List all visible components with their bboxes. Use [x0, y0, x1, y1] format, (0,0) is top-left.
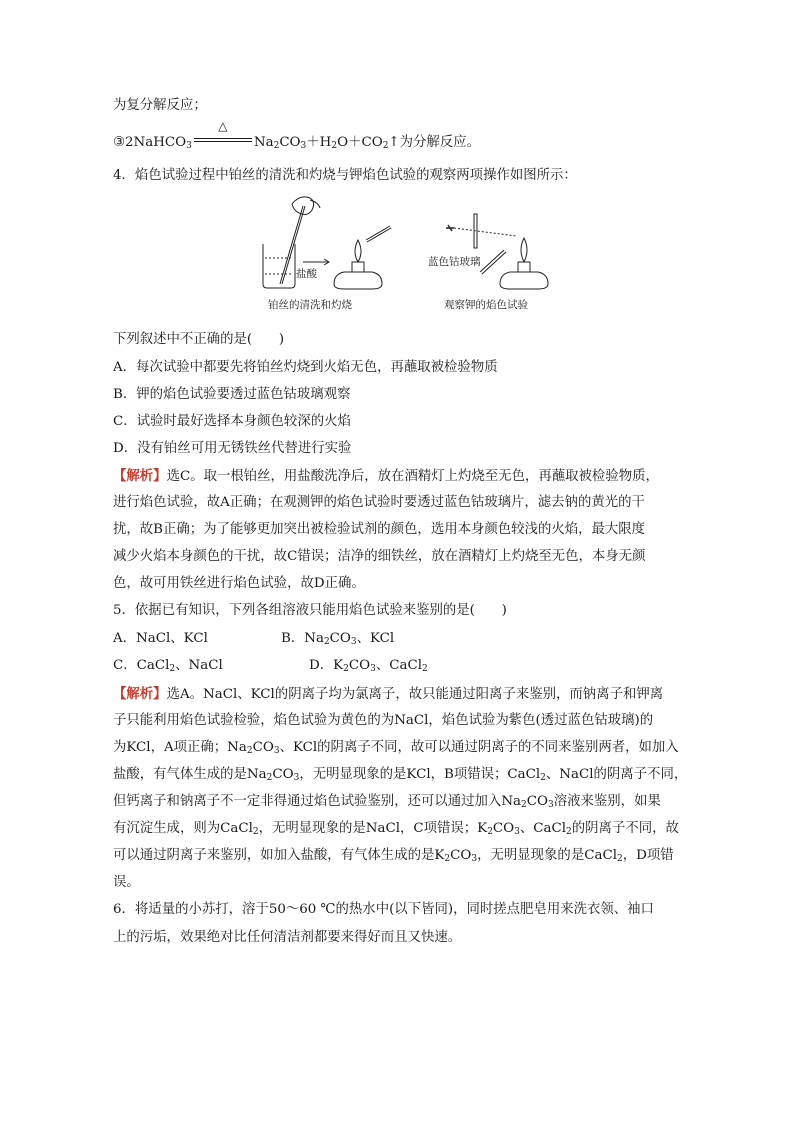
- analysis-4-line: 色，故可用铁丝进行焰色试验，故D正确。: [113, 576, 365, 591]
- option-a: A．每次试验中都要先将铂丝灼烧到火焰无色，再蘸取被检验物质: [113, 360, 498, 375]
- analysis-5-line: 子只能利用焰色试验检验，焰色试验为黄色的为NaCl，焰色试验为紫色(透过蓝色钴玻璃)的: [113, 713, 654, 728]
- option-c: C．CaCl$_2$、NaCl: [113, 658, 223, 674]
- analysis-5-line: 误。: [113, 875, 140, 890]
- option-b: B．钾的焰色试验要透过蓝色钴玻璃观察: [113, 387, 351, 402]
- cobalt-glass-label: 蓝色钴玻璃: [428, 256, 481, 268]
- analysis-tag: 【解析】: [113, 686, 167, 702]
- question-5: 5．依据已有知识，下列各组溶液只能用焰色试验来鉴别的是( ): [113, 603, 507, 618]
- option-a: A．NaCl、KCl: [113, 631, 208, 646]
- analysis-5-line: 可以通过阴离子来鉴别，如加入盐酸，有气体生成的是$K_2CO_3$，无明显现象的是CaCl$_2$，D项错: [113, 848, 674, 864]
- analysis-5-line: 但钙离子和钠离子不一定非得通过焰色试验鉴别，还可以通过加入$Na_2CO_3$溶液来鉴别，如果: [113, 794, 661, 810]
- option-d: D．$K_2CO_3$、CaCl$_2$: [309, 658, 428, 674]
- analysis-5-line: 盐酸，有气体生成的是$Na_2CO_3$，无明显现象的是KCl，B项错误；CaCl$_2$、NaCl的阴离子不同，: [113, 767, 688, 783]
- question-4: 4．焰色试验过程中铂丝的清洗和灼烧与钾焰色试验的观察两项操作如图所示：: [113, 168, 577, 183]
- question-6: 上的污垢，效果绝对比任何清洁剂都要来得好而且又快速。: [113, 930, 462, 945]
- caption-cleaning-and-burning: 铂丝的清洗和灼烧: [268, 299, 352, 311]
- analysis-4-line: 进行焰色试验，故A正确；在观测钾的焰色试验时要透过蓝色钴玻璃片，滤去钠的黄光的干: [113, 495, 645, 510]
- hydrochloric-acid-label: 盐酸: [296, 268, 317, 280]
- option-c: C．试验时最好选择本身颜色较深的火焰: [113, 414, 351, 429]
- heating-equal-sign: △: [194, 134, 252, 148]
- experiment-figure: [248, 192, 558, 324]
- question-6: 6．将适量的小苏打，溶于50～60 ℃的热水中(以下皆同)，同时搓点肥皂用来洗衣领、袖口: [113, 902, 654, 917]
- analysis-4-line: 【解析】选C。取一根铂丝，用盐酸洗净后，放在酒精灯上灼烧至无色，再蘸取被检验物质，: [113, 468, 659, 484]
- equation-line: ③2NaHCO$_3$ △ $Na_2CO_3+H_2O+CO_2↑$为分解反应。: [113, 119, 480, 151]
- analysis-5-line: 【解析】选A。NaCl、KCl的阴离子均为氯离子，故只能通过阳离子来鉴别，而钠离子和钾离: [113, 686, 664, 702]
- option-b: B．$Na_2CO_3$、KCl: [281, 631, 395, 647]
- analysis-5-line: 为KCl，A项正确；$Na_2CO_3$、KCl的阴离子不同，故可以通过阴离子的不同来鉴别两者，如加入: [113, 740, 679, 756]
- option-d: D．没有铂丝可用无锈铁丝代替进行实验: [113, 441, 352, 456]
- question-4-stem: 下列叙述中不正确的是( ): [113, 332, 285, 347]
- analysis-5-line: 有沉淀生成，则为CaCl$_2$，无明显现象的是NaCl，C项错误；$K_2CO_3$、CaCl$_2$的阴离子不同，故: [113, 821, 679, 837]
- caption-potassium-flame-test: 观察钾的焰色试验: [444, 299, 528, 311]
- analysis-4-line: 减少火焰本身颜色的干扰，故C错误；洁净的细铁丝，放在酒精灯上灼烧至无色，本身无颜: [113, 549, 646, 564]
- analysis-tag: 【解析】: [113, 468, 167, 484]
- text-line: 为复分解反应；: [113, 98, 207, 113]
- analysis-4-line: 扰，故B正确；为了能够更加突出被检验试剂的颜色，选用本身颜色较浅的火焰，最大限度: [113, 522, 646, 537]
